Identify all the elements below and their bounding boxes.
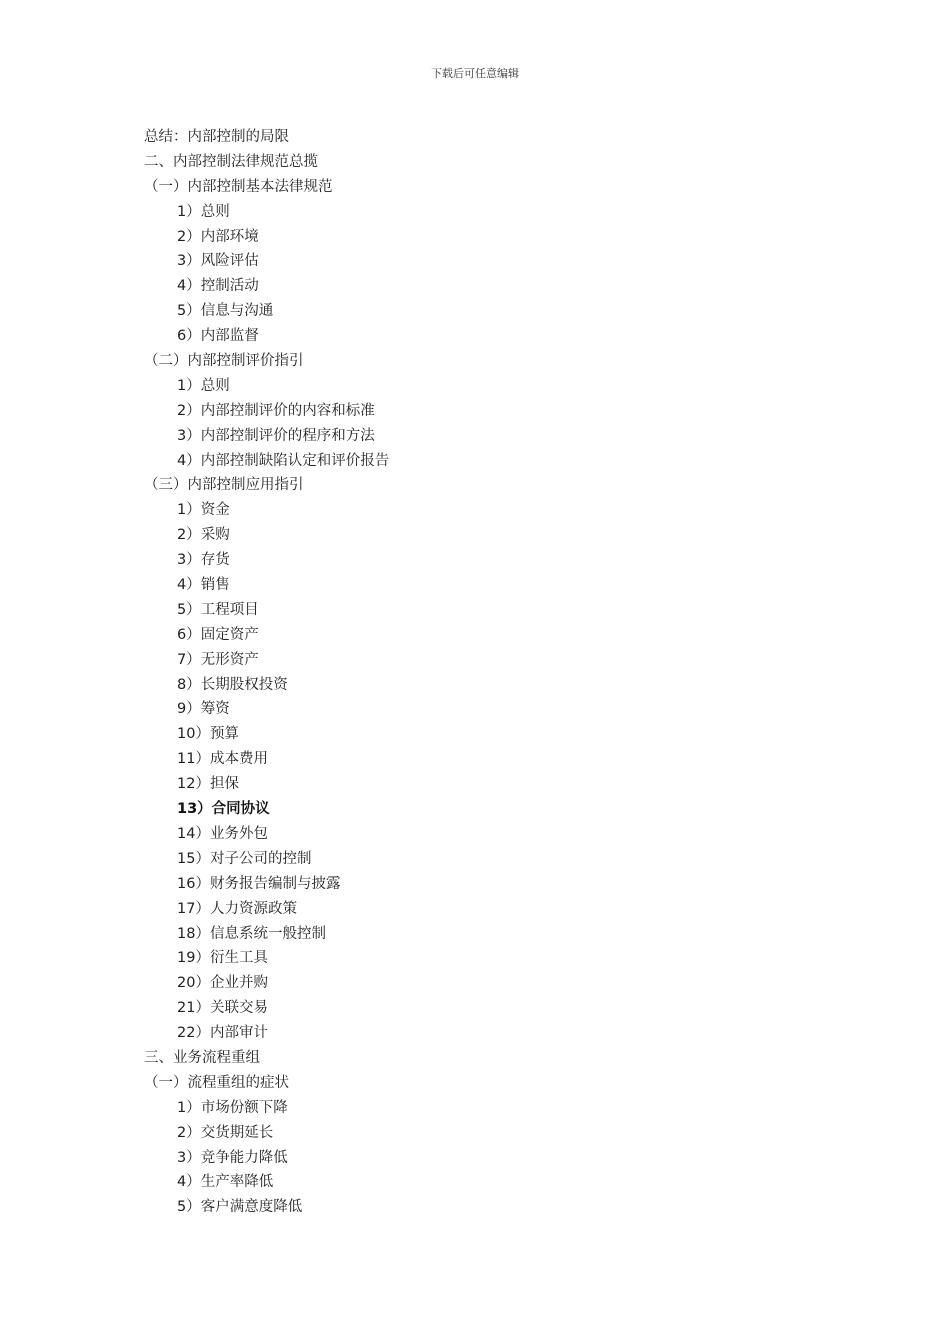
section-heading: 总结：内部控制的局限 xyxy=(144,129,289,145)
list-item: 4）控制活动 xyxy=(177,278,259,295)
list-item: 5）信息与沟通 xyxy=(177,303,274,320)
section-heading: 二、内部控制法律规范总揽 xyxy=(144,153,318,170)
list-item: 2）内部环境 xyxy=(177,228,259,245)
list-item: 2）内部控制评价的内容和标准 xyxy=(177,402,375,419)
list-item: 4）内部控制缺陷认定和评价报告 xyxy=(177,452,390,469)
list-item: 22）内部审计 xyxy=(177,1025,268,1042)
list-item: 11）成本费用 xyxy=(177,751,268,768)
list-item: 9）筹资 xyxy=(177,701,230,718)
list-item: 17）人力资源政策 xyxy=(177,900,297,917)
list-item: 16）财务报告编制与披露 xyxy=(177,875,341,892)
list-item: 15）对子公司的控制 xyxy=(177,850,312,867)
list-item: 1）资金 xyxy=(177,502,230,519)
list-item: 20）企业并购 xyxy=(177,975,268,992)
list-item: 8）长期股权投资 xyxy=(177,676,288,693)
list-item: 4）生产率降低 xyxy=(177,1174,274,1191)
list-item: 2）采购 xyxy=(177,527,230,544)
list-item: 4）销售 xyxy=(177,577,230,594)
list-item: 3）存货 xyxy=(177,552,230,569)
list-item: 18）信息系统一般控制 xyxy=(177,925,326,942)
list-item: 6）内部监督 xyxy=(177,328,259,345)
list-item: 2）交货期延长 xyxy=(177,1124,274,1141)
list-item: 3）风险评估 xyxy=(177,253,259,270)
list-item: 1）总则 xyxy=(177,377,230,394)
section-heading: 三、业务流程重组 xyxy=(144,1049,260,1066)
list-item: 14）业务外包 xyxy=(177,825,268,842)
list-item: 5）客户满意度降低 xyxy=(177,1199,303,1216)
list-item: 1）市场份额下降 xyxy=(177,1099,288,1116)
list-item: 5）工程项目 xyxy=(177,601,259,618)
list-item: 3）竞争能力降低 xyxy=(177,1149,288,1166)
subsection-heading: （二）内部控制评价指引 xyxy=(144,353,304,370)
list-item: 6）固定资产 xyxy=(177,626,259,643)
list-item: 3）内部控制评价的程序和方法 xyxy=(177,427,375,444)
page-header: 下载后可任意编辑 xyxy=(431,67,519,80)
list-item: 10）预算 xyxy=(177,726,239,743)
list-item: 12）担保 xyxy=(177,776,239,793)
list-item: 19）衍生工具 xyxy=(177,950,268,967)
document-outline xyxy=(144,125,844,1220)
subsection-heading: （一）流程重组的症状 xyxy=(144,1074,289,1091)
list-item: 13）合同协议 xyxy=(177,801,270,818)
subsection-heading: （一）内部控制基本法律规范 xyxy=(144,178,333,195)
list-item: 7）无形资产 xyxy=(177,651,259,668)
subsection-heading: （三）内部控制应用指引 xyxy=(144,477,304,494)
list-item: 1）总则 xyxy=(177,203,230,220)
list-item: 21）关联交易 xyxy=(177,1000,268,1017)
